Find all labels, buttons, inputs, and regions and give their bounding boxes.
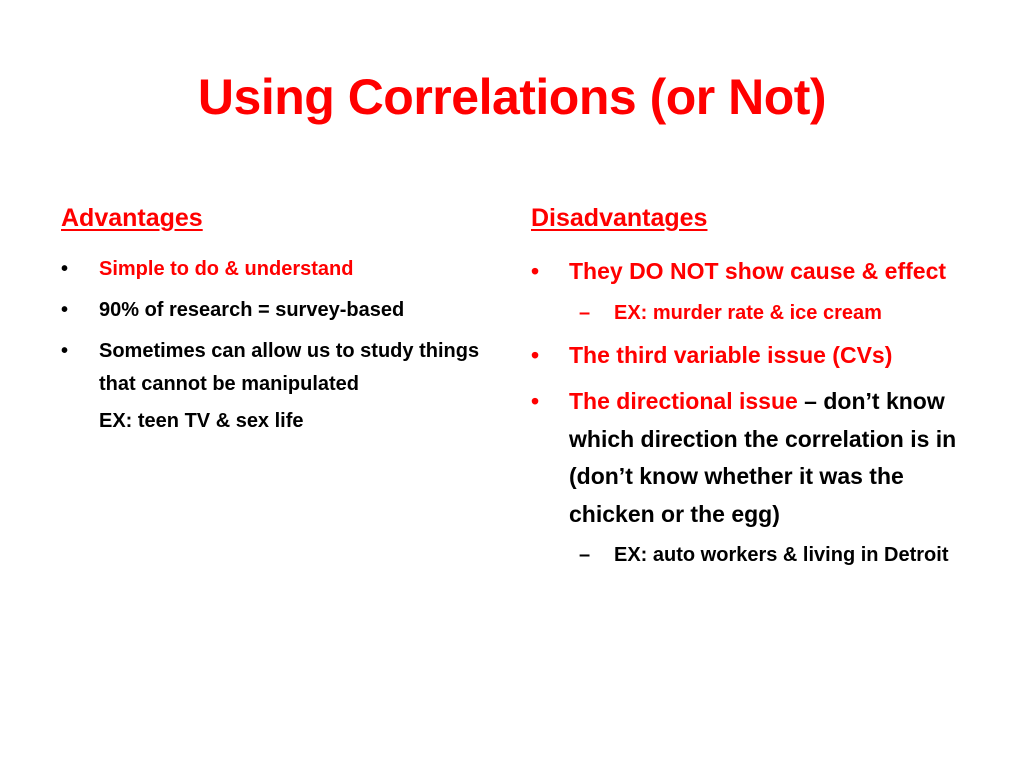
- bullet-icon: •: [531, 258, 540, 284]
- list-item-text: – don’t know which direction the correlation is in (don’t know whether it was the chicken or the egg): [569, 388, 957, 527]
- dash-icon: –: [579, 301, 591, 324]
- advantages-list: [61, 253, 501, 445]
- list-item-text: They DO NOT show cause & effect: [569, 258, 947, 284]
- bullet-icon: •: [531, 388, 540, 414]
- list-item: [531, 383, 971, 533]
- sub-list-item-text: EX: auto workers & living in Detroit: [614, 544, 949, 566]
- list-item: [531, 337, 971, 375]
- disadvantages-heading: Disadvantages: [531, 204, 708, 232]
- list-item: [531, 253, 971, 291]
- example-text: [61, 406, 501, 436]
- slide-title: Using Correlations (or Not): [197, 69, 827, 125]
- list-item-text: The third variable issue (CVs): [569, 341, 893, 368]
- sub-list-item: [531, 539, 971, 571]
- list-item-text: Sometimes can allow us to study things that cannot be manipulated: [99, 340, 480, 395]
- example-text-content: EX: teen TV & sex life: [99, 410, 304, 432]
- bullet-icon: •: [61, 258, 69, 280]
- list-item: [61, 253, 501, 285]
- bullet-icon: •: [61, 340, 69, 362]
- disadvantages-list: [531, 253, 971, 579]
- sub-list-item: [531, 297, 971, 329]
- bullet-icon: •: [61, 299, 69, 321]
- list-item-text-highlight: The directional issue: [569, 388, 798, 414]
- list-item: [61, 294, 501, 326]
- list-item-text: Simple to do & understand: [99, 258, 354, 280]
- bullet-icon: •: [531, 341, 540, 368]
- list-item: [61, 335, 501, 401]
- list-item-text: 90% of research = survey-based: [99, 299, 405, 321]
- sub-list-item-text: EX: murder rate & ice cream: [614, 301, 882, 324]
- advantages-heading: Advantages: [61, 204, 203, 232]
- dash-icon: –: [579, 544, 591, 566]
